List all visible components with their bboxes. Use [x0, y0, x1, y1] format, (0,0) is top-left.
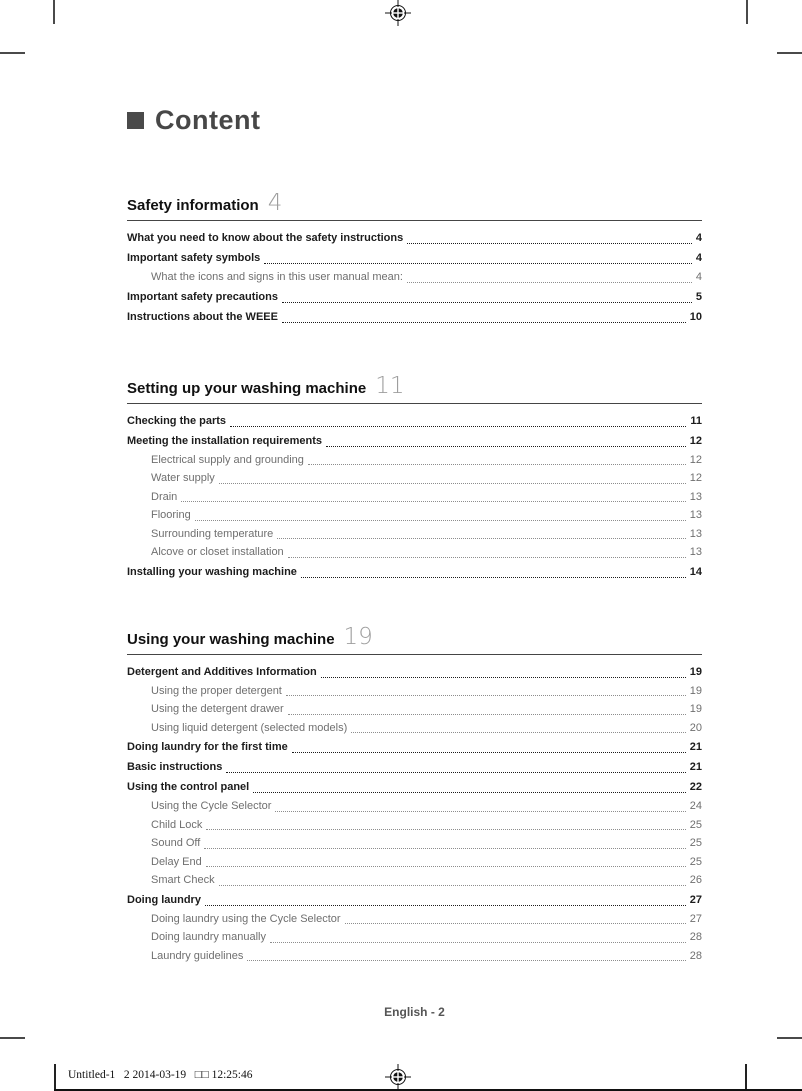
- entry-label: Sound Off: [151, 837, 201, 849]
- dot-leader: [288, 557, 686, 558]
- section-page-number: 11: [375, 372, 405, 399]
- section-title: Setting up your washing machine: [127, 379, 367, 397]
- entry-label: Using the Cycle Selector: [151, 800, 272, 812]
- entry-page-number: 28: [689, 949, 702, 962]
- toc-entry: [127, 910, 702, 929]
- toc-entry: [127, 871, 702, 890]
- toc-entry: [127, 834, 702, 853]
- entry-page-number: 12: [689, 453, 702, 466]
- dot-leader: [308, 464, 686, 465]
- entry-label: Instructions about the WEEE: [127, 310, 278, 323]
- section-title: Safety information: [127, 197, 259, 214]
- dot-leader: [230, 426, 686, 427]
- entry-label: Smart Check: [151, 874, 215, 886]
- toc-entry: [127, 411, 702, 431]
- dot-leader: [345, 923, 686, 924]
- entry-page-number: 25: [689, 837, 702, 849]
- toc-entry: [127, 928, 702, 947]
- toc-entry: [127, 562, 702, 582]
- dot-leader: [204, 848, 685, 849]
- dot-leader: [282, 302, 692, 303]
- entry-label: Installing your washing machine: [127, 565, 297, 578]
- dot-leader: [321, 677, 686, 678]
- dot-leader: [301, 577, 686, 578]
- entry-page-number: 25: [689, 818, 702, 831]
- entry-page-number: 4: [695, 232, 702, 244]
- page-title: [127, 104, 702, 136]
- toc-entry: [127, 268, 702, 287]
- crop-mark-bottom-left-horizontal: [0, 1037, 25, 1039]
- dot-leader: [292, 752, 686, 753]
- entry-label: Checking the parts: [127, 414, 227, 427]
- entry-label: Important safety symbols: [127, 252, 261, 264]
- toc-entry: [127, 543, 702, 562]
- entry-label: Doing laundry for the first time: [127, 741, 288, 753]
- dot-leader: [326, 446, 686, 447]
- crop-mark-right-horizontal: [777, 52, 802, 54]
- entry-page-number: 13: [689, 490, 702, 503]
- crop-mark-top-left-vertical: [53, 0, 55, 24]
- entry-page-number: 5: [695, 290, 702, 303]
- entry-page-number: 12: [689, 472, 702, 484]
- entry-page-number: 13: [689, 546, 702, 558]
- toc-entry: [127, 287, 702, 307]
- toc-entry: [127, 506, 702, 525]
- toc-entry-list: [127, 411, 702, 582]
- slug-bar-left: [54, 1064, 56, 1091]
- entry-page-number: 4: [695, 271, 702, 283]
- section-header: [127, 373, 702, 404]
- dot-leader: [275, 811, 685, 812]
- entry-label: Child Lock: [151, 818, 203, 831]
- section-header: [127, 624, 702, 655]
- entry-label: What you need to know about the safety instructions: [127, 232, 404, 244]
- dot-leader: [206, 866, 686, 867]
- entry-label: Electrical supply and grounding: [151, 453, 304, 466]
- entry-label: Drain: [151, 490, 178, 503]
- toc-section: [127, 190, 702, 327]
- dot-leader: [288, 714, 686, 715]
- toc-entry: [127, 757, 702, 777]
- entry-page-number: 12: [689, 434, 702, 447]
- registration-mark-icon: [385, 1064, 411, 1090]
- entry-page-number: 27: [689, 893, 702, 906]
- toc: [127, 190, 702, 965]
- entry-label: Laundry guidelines: [151, 949, 244, 962]
- dot-leader: [264, 263, 692, 264]
- toc-entry: [127, 662, 702, 682]
- entry-page-number: 20: [689, 721, 702, 734]
- toc-entry: [127, 853, 702, 872]
- entry-page-number: 24: [689, 800, 702, 812]
- dot-leader: [277, 538, 685, 539]
- entry-page-number: 14: [689, 565, 702, 578]
- toc-entry: [127, 682, 702, 701]
- dot-leader: [282, 322, 686, 323]
- dot-leader: [407, 282, 692, 283]
- crop-mark-top-right-vertical: [746, 0, 748, 24]
- dot-leader: [407, 243, 692, 244]
- dot-leader: [181, 501, 685, 502]
- entry-page-number: 28: [689, 931, 702, 943]
- entry-page-number: 27: [689, 912, 702, 925]
- entry-page-number: 22: [689, 781, 702, 793]
- toc-entry: [127, 525, 702, 544]
- entry-label: Meeting the installation requirements: [127, 434, 322, 447]
- entry-label: Doing laundry using the Cycle Selector: [151, 912, 341, 925]
- entry-label: Detergent and Additives Information: [127, 665, 317, 678]
- entry-label: Doing laundry: [127, 893, 201, 906]
- entry-label: Using the control panel: [127, 781, 250, 793]
- crop-mark-bottom-right-horizontal: [777, 1037, 802, 1039]
- entry-label: Alcove or closet installation: [151, 546, 284, 558]
- section-title: Using your washing machine: [127, 630, 335, 648]
- slug-bar-right: [745, 1064, 747, 1091]
- entry-page-number: 4: [695, 252, 702, 264]
- toc-entry: [127, 469, 702, 488]
- entry-page-number: 13: [689, 509, 702, 521]
- dot-leader: [247, 960, 685, 961]
- entry-page-number: 13: [689, 527, 702, 540]
- page-title-text: Content: [155, 105, 261, 135]
- toc-entry: [127, 797, 702, 816]
- dot-leader: [286, 695, 686, 696]
- dot-leader: [226, 772, 685, 773]
- toc-entry: [127, 431, 702, 451]
- entry-label: Surrounding temperature: [151, 527, 274, 540]
- page-footer: English - 2: [384, 1005, 445, 1019]
- entry-label: Using the detergent drawer: [151, 703, 284, 715]
- dot-leader: [270, 942, 686, 943]
- toc-entry: [127, 737, 702, 757]
- entry-label: Water supply: [151, 472, 215, 484]
- entry-page-number: 19: [689, 665, 702, 678]
- entry-page-number: 19: [689, 703, 702, 715]
- entry-page-number: 10: [689, 310, 702, 323]
- slug-bottom-line: [54, 1089, 802, 1091]
- entry-label: Using the proper detergent: [151, 684, 282, 697]
- entry-page-number: 25: [689, 855, 702, 868]
- dot-leader: [206, 829, 685, 830]
- dot-leader: [253, 792, 686, 793]
- toc-entry: [127, 307, 702, 327]
- toc-section: [127, 373, 702, 582]
- toc-entry: [127, 816, 702, 835]
- square-bullet-icon: [127, 112, 144, 129]
- entry-label: Using liquid detergent (selected models): [151, 721, 348, 734]
- toc-entry: [127, 947, 702, 966]
- entry-page-number: 26: [689, 874, 702, 886]
- entry-label: Important safety precautions: [127, 290, 278, 303]
- entry-label: Doing laundry manually: [151, 931, 266, 943]
- print-slug-text: Untitled-1 2 2014-03-19 □□ 12:25:46: [68, 1069, 253, 1081]
- dot-leader: [195, 520, 686, 521]
- dot-leader: [205, 905, 686, 906]
- toc-section: [127, 624, 702, 966]
- entry-label: Delay End: [151, 855, 202, 868]
- section-page-number: 19: [343, 623, 373, 650]
- dot-leader: [219, 483, 686, 484]
- entry-page-number: 19: [689, 684, 702, 697]
- dot-leader: [219, 885, 686, 886]
- toc-entry-list: [127, 228, 702, 327]
- entry-page-number: 21: [689, 741, 702, 753]
- entry-page-number: 11: [690, 414, 702, 427]
- dot-leader: [351, 732, 685, 733]
- toc-entry: [127, 719, 702, 738]
- content-column: [127, 0, 702, 965]
- entry-label: Basic instructions: [127, 761, 223, 773]
- toc-entry: [127, 228, 702, 248]
- entry-label: What the icons and signs in this user manual mean:: [151, 271, 403, 283]
- entry-page-number: 21: [689, 761, 702, 773]
- toc-entry: [127, 488, 702, 507]
- crop-mark-left-horizontal: [0, 52, 25, 54]
- toc-entry: [127, 890, 702, 910]
- toc-entry: [127, 451, 702, 470]
- toc-entry: [127, 700, 702, 719]
- toc-entry: [127, 777, 702, 797]
- toc-entry-list: [127, 662, 702, 966]
- entry-label: Flooring: [151, 509, 191, 521]
- section-page-number: 4: [267, 190, 283, 216]
- section-header: [127, 190, 702, 221]
- toc-entry: [127, 248, 702, 268]
